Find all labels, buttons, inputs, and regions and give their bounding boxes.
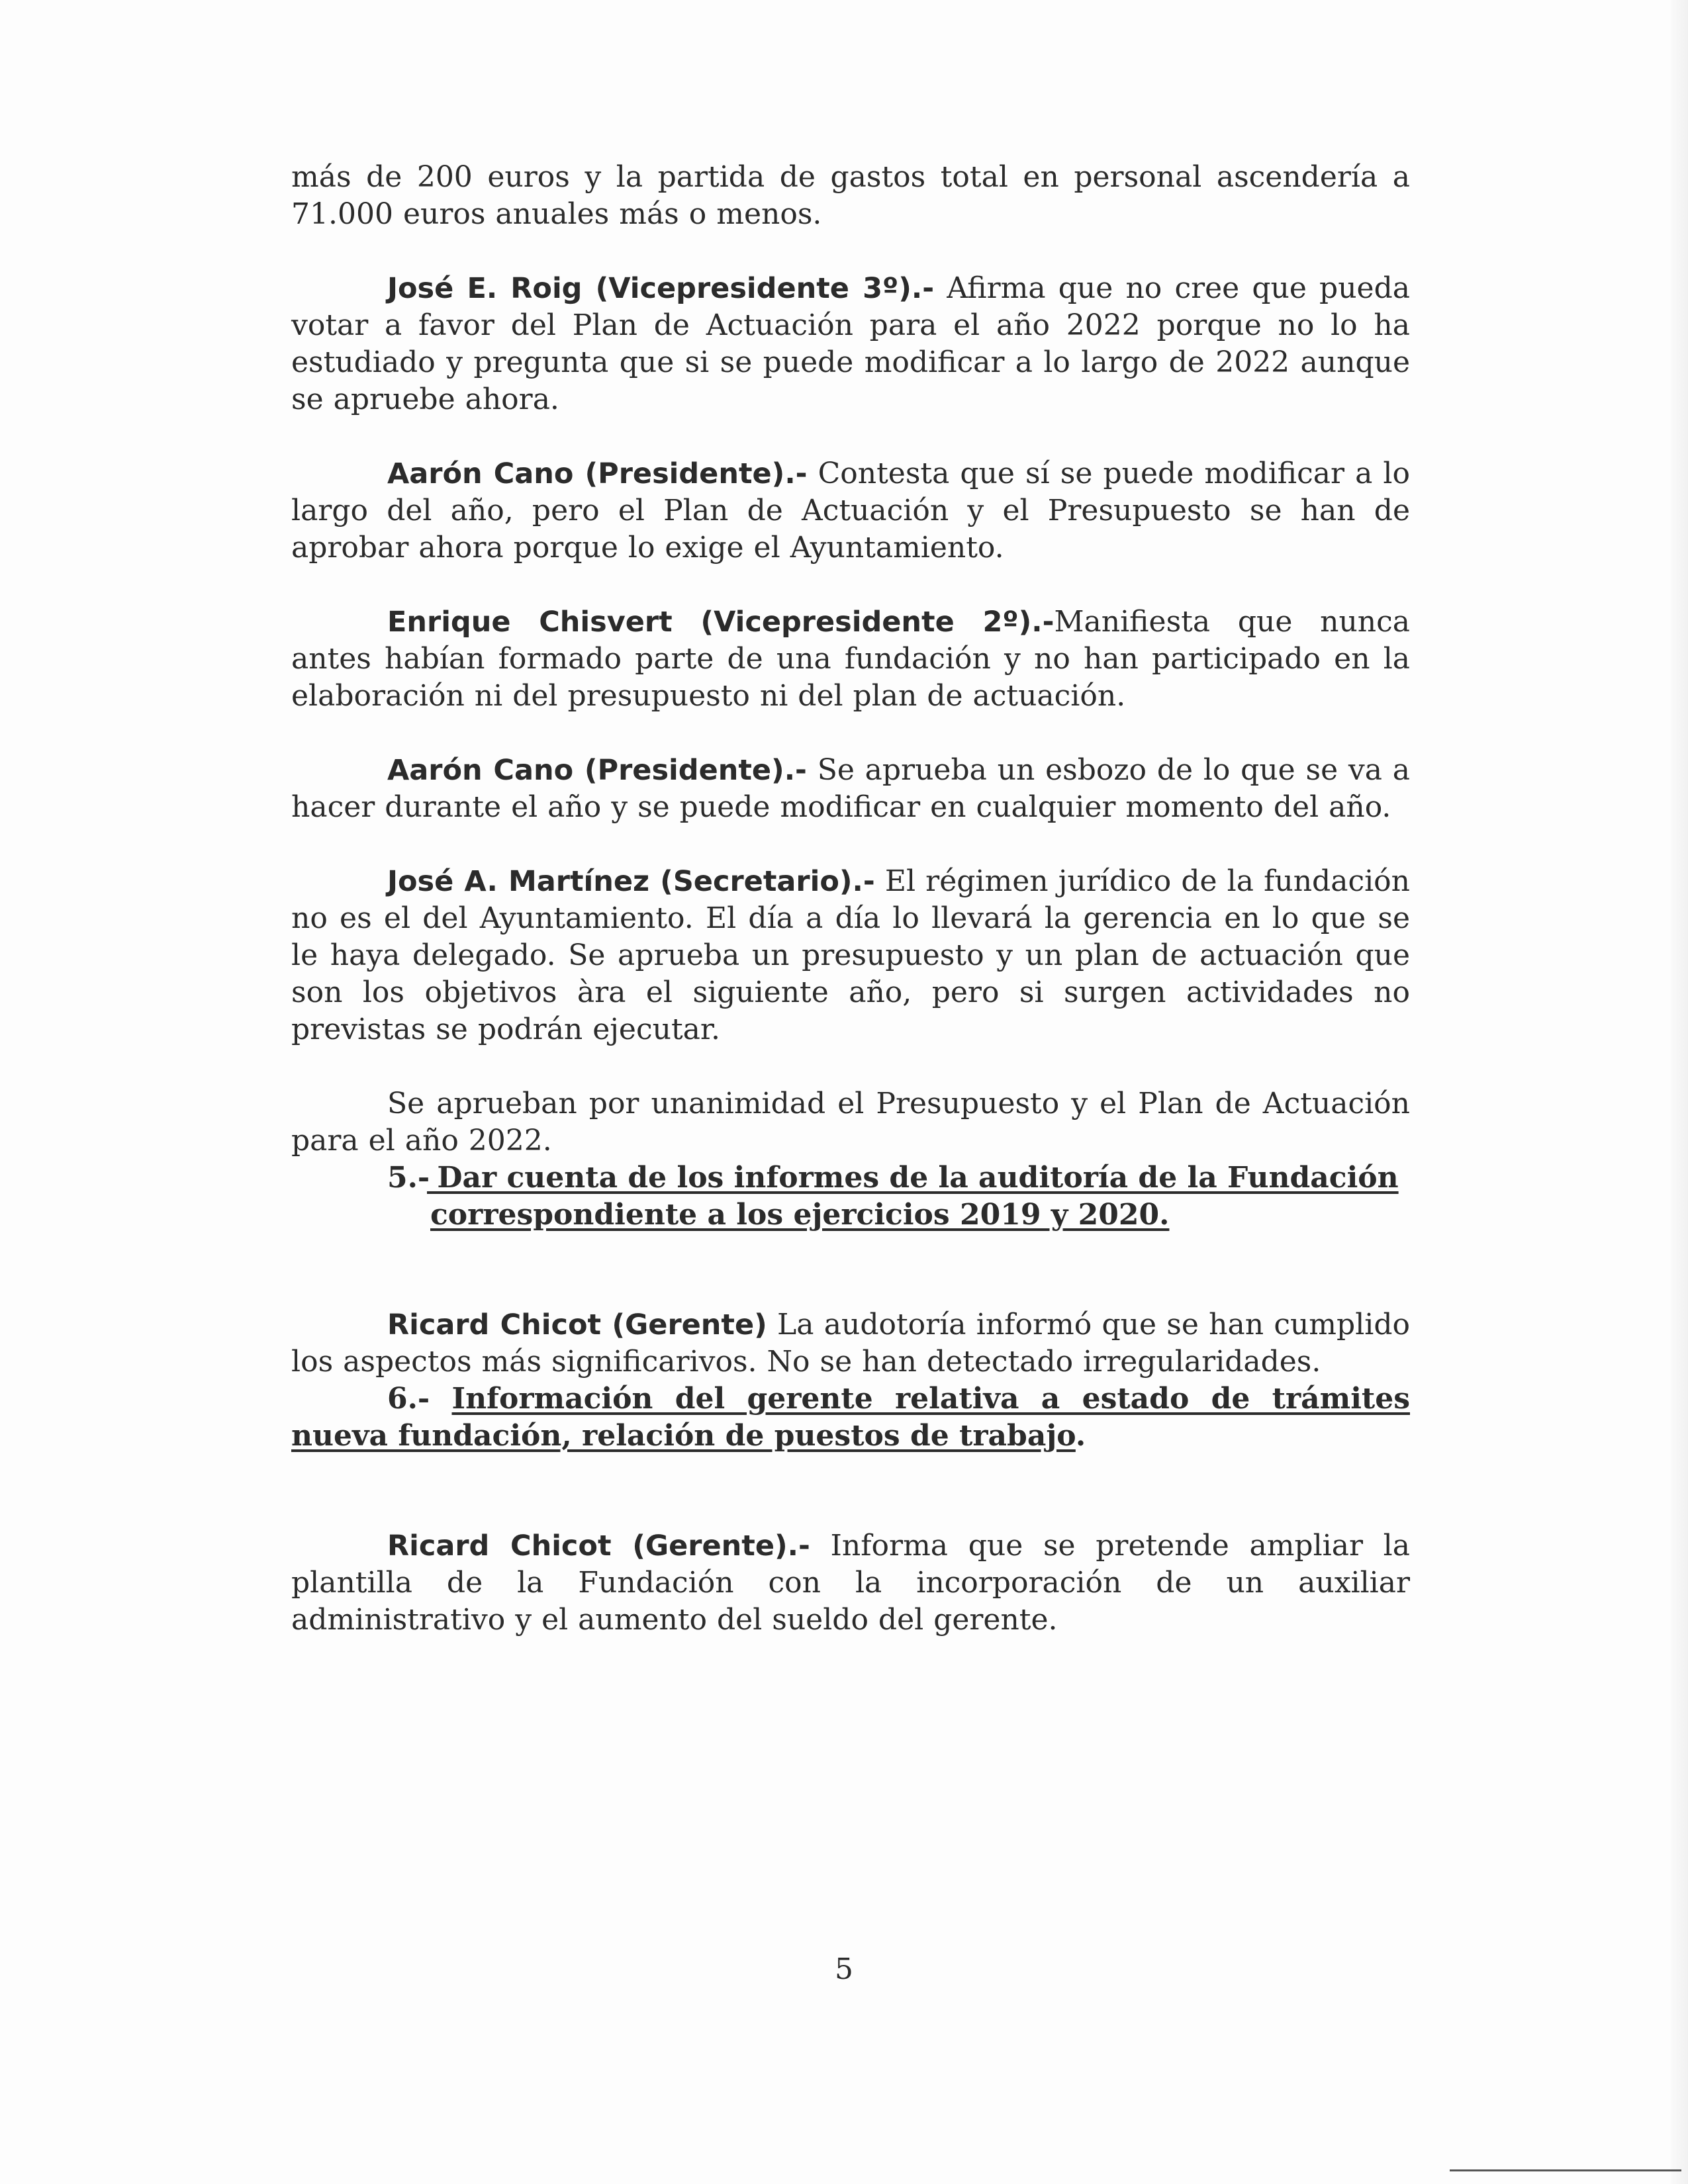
paragraph-continuation <box>291 159 1410 233</box>
paragraph-text: Contesta que sí se puede modificar a lo largo del año, pero el Plan de Actuación y el Presupuesto se han de aprobar ahora porque lo exige el Ayuntamiento. <box>291 457 1410 565</box>
paragraph-text: más de 200 euros y la partida de gastos total en personal ascendería a 71.000 euros anuales más o menos. <box>291 160 1410 231</box>
paragraph-chisvert <box>291 604 1410 715</box>
section-title-period: . <box>1075 1419 1086 1453</box>
paragraph-chicot-audit <box>291 1306 1410 1381</box>
section-heading-6 <box>291 1381 1410 1455</box>
document-body <box>291 159 1410 1639</box>
section-number: 6.- <box>387 1382 452 1416</box>
section-title-line2: correspondiente a los ejercicios 2019 y 2020. <box>430 1198 1170 1232</box>
paragraph-text: La audotoría informó que se han cumplido los aspectos más significarivos. No se han detectado irregularidades. <box>291 1308 1410 1379</box>
section-number: 5.- <box>387 1161 430 1195</box>
section-heading-5 <box>291 1160 1410 1234</box>
paragraph-text: Se aprueba un esbozo de lo que se va a hacer durante el año y se puede modificar en cualquier momento del año. <box>291 753 1410 824</box>
paragraph-text: Afirma que no cree que pueda votar a favor del Plan de Actuación para el año 2022 porque no lo ha estudiado y pregunta que si se puede modificar a lo largo de 2022 aunque se apruebe ahora. <box>291 271 1410 416</box>
paragraph-text: Manifiesta que nunca antes habían formado parte de una fundación y no han participado en la elaboración ni del presupuesto ni del plan de actuación. <box>291 605 1410 713</box>
section-title: Información del gerente relativa a estado de trámites nueva fundación, relación de puestos de trabajo <box>291 1382 1410 1453</box>
page-number: 5 <box>835 1952 853 1986</box>
speaker-name: Enrique Chisvert (Vicepresidente 2º).- <box>387 606 1055 639</box>
section-title-line1: Dar cuenta de los informes de la auditoría de la Fundación <box>427 1161 1399 1195</box>
scan-edge-shadow <box>1671 0 1688 2184</box>
speaker-name: Aarón Cano (Presidente).- <box>387 754 807 787</box>
paragraph-roig <box>291 270 1410 418</box>
paragraph-cano-1 <box>291 455 1410 567</box>
speaker-name: Ricard Chicot (Gerente) <box>387 1308 767 1342</box>
paragraph-text: Informa que se pretende ampliar la plantilla de la Fundación con la incorporación de un auxiliar administrativo y el aumento del sueldo del gerente. <box>291 1529 1410 1637</box>
paragraph-approval <box>291 1085 1410 1160</box>
paragraph-cano-2 <box>291 752 1410 826</box>
paragraph-chicot-staff <box>291 1527 1410 1639</box>
paragraph-martinez <box>291 863 1410 1048</box>
paragraph-text: Se aprueban por unanimidad el Presupuesto y el Plan de Actuación para el año 2022. <box>291 1087 1410 1158</box>
speaker-name: José E. Roig (Vicepresidente 3º).- <box>387 272 935 305</box>
paragraph-text: El régimen jurídico de la fundación no es el del Ayuntamiento. El día a día lo llevará la gerencia en lo que se le haya delegado. Se aprueba un presupuesto y un plan de actuación que son los objetivos àra el siguiente año, pero si surgen actividades no previstas se podrán ejecutar. <box>291 864 1410 1046</box>
speaker-name: Aarón Cano (Presidente).- <box>387 457 808 490</box>
scan-artifact-line <box>1450 2169 1681 2171</box>
speaker-name: José A. Martínez (Secretario).- <box>387 865 875 898</box>
speaker-name: Ricard Chicot (Gerente).- <box>387 1529 810 1563</box>
